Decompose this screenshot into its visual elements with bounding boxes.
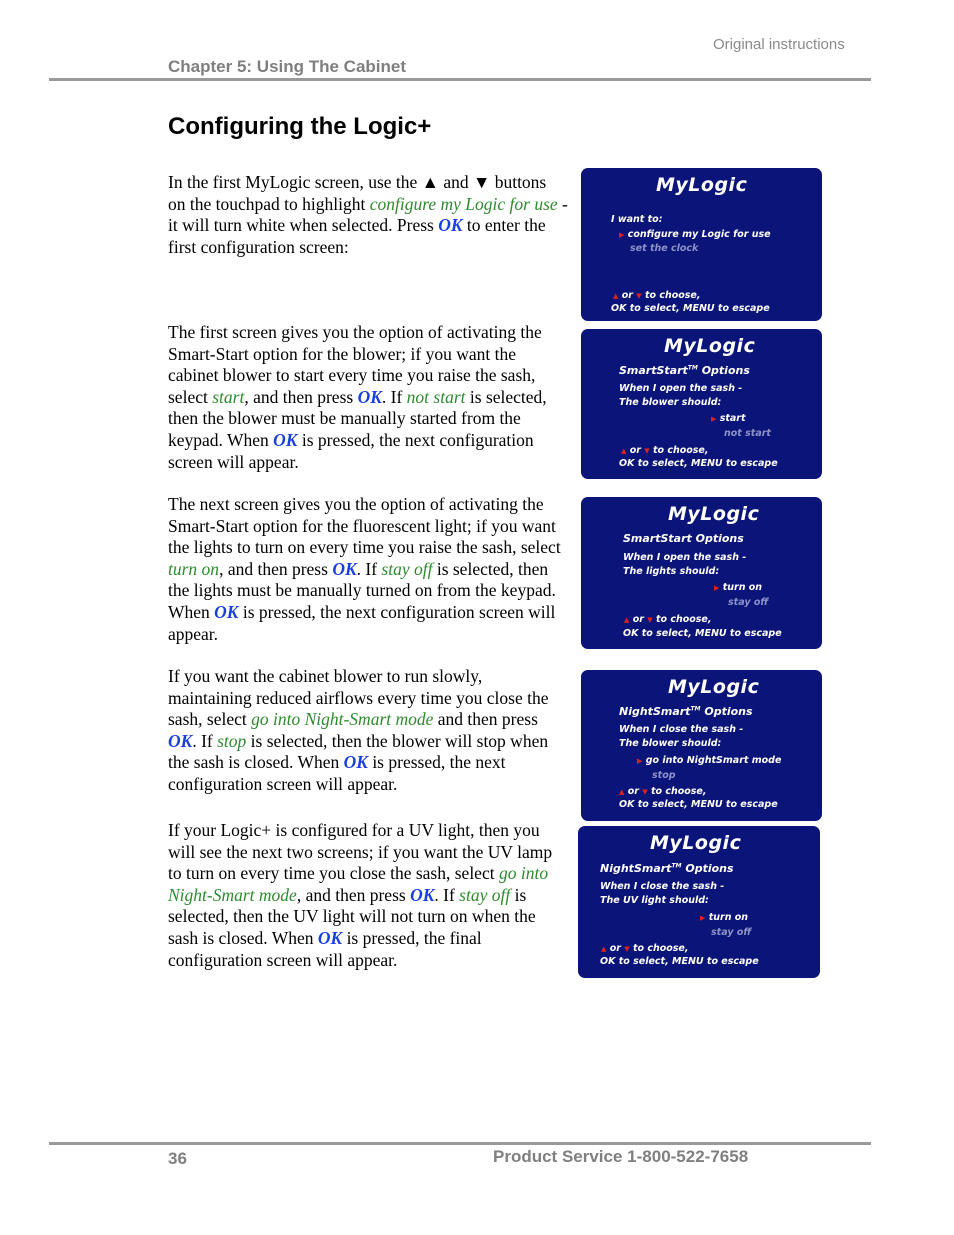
screen-prompt-2: The blower should: xyxy=(619,397,722,408)
pointer-icon: ▶ xyxy=(711,415,717,423)
screen-prompt-2: The UV light should: xyxy=(600,895,709,906)
screen-hint-select: OK to select, MENU to escape xyxy=(600,956,759,967)
page-title: Configuring the Logic+ xyxy=(168,113,432,140)
screen-option-selected: ▶ configure my Logic for use xyxy=(619,229,771,240)
mylogic-screen-smartstart-lights xyxy=(581,497,822,649)
screen-option: not start xyxy=(724,428,771,439)
screen-prompt: I want to: xyxy=(611,214,663,225)
mylogic-screen-nightsmart-uv xyxy=(578,826,820,978)
screen-option: stay off xyxy=(728,597,769,608)
screen-hint-select: OK to select, MENU to escape xyxy=(611,303,770,314)
screen-option-selected: ▶ go into NightSmart mode xyxy=(637,755,782,766)
paragraph-nightsmart-uv: If your Logic+ is configured for a UV light, then you will see the next two screens; if you want the UV lamp to turn on every time you close the sash, select go into Night-Smart mode, and then press OK. If stay off is selected, then the UV light will not turn on when the sash is closed. When OK is pressed, the final configuration screen will appear. xyxy=(168,820,553,970)
screen-hint: ▲ or ▼ to choose, xyxy=(601,943,689,954)
screen-prompt: When I close the sash - xyxy=(619,724,744,735)
screen-subtitle: SmartStart™ Options xyxy=(619,364,750,377)
screen-option: set the clock xyxy=(630,243,699,254)
screen-heading: MyLogic xyxy=(668,503,760,525)
pointer-icon: ▶ xyxy=(714,584,720,592)
screen-hint: ▲ or ▼ to choose, xyxy=(613,290,701,301)
screen-hint-select: OK to select, MENU to escape xyxy=(619,799,778,810)
down-arrow-icon: ▼ xyxy=(642,788,648,796)
mylogic-screen-smartstart-blower xyxy=(581,329,822,479)
down-arrow-icon: ▼ xyxy=(624,945,630,953)
paragraph-nightsmart-blower: If you want the cabinet blower to run slowly, maintaining reduced airflows every time you close the sash, select go into Night-Smart mode and then press OK. If stop is selected, then the blower will stop when the sash is closed. When OK is pressed, the next configuration screen will appear. xyxy=(168,666,549,794)
screen-prompt: When I close the sash - xyxy=(600,881,725,892)
screen-subtitle: NightSmart™ Options xyxy=(600,862,734,875)
down-arrow-icon: ▼ xyxy=(636,292,642,300)
screen-heading: MyLogic xyxy=(668,676,760,698)
mylogic-screen-main-menu xyxy=(581,168,822,321)
screen-hint-select: OK to select, MENU to escape xyxy=(619,458,778,469)
page-number: 36 xyxy=(168,1149,187,1168)
paragraph-smartstart-lights: The next screen gives you the option of activating the Smart-Start option for the fluorescent light; if you want the lights to turn on every time you raise the sash, select turn on, and then press OK. If stay off is selected, then the lights must be manually turned on from the keypad. When OK is pressed, the next configuration screen will appear. xyxy=(168,494,561,644)
header-note: Original instructions xyxy=(713,36,845,53)
screen-option-selected: ▶ turn on xyxy=(714,582,763,593)
down-arrow-icon: ▼ xyxy=(644,447,650,455)
pointer-icon: ▶ xyxy=(637,757,643,765)
screen-option: stay off xyxy=(711,927,752,938)
footer-service-phone: Product Service 1-800-522-7658 xyxy=(493,1147,749,1166)
screen-prompt: When I open the sash - xyxy=(619,383,743,394)
screen-hint-select: OK to select, MENU to escape xyxy=(623,628,782,639)
up-arrow-icon: ▲ xyxy=(621,447,627,455)
screen-subtitle: SmartStart Options xyxy=(623,532,744,545)
screen-heading: MyLogic xyxy=(656,174,748,196)
up-arrow-icon: ▲ xyxy=(619,788,625,796)
up-arrow-icon: ▲ xyxy=(613,292,619,300)
screen-prompt: When I open the sash - xyxy=(623,552,747,563)
up-arrow-icon: ▲ xyxy=(624,616,630,624)
screen-option-selected: ▶ turn on xyxy=(700,912,749,923)
up-arrow-icon: ▲ xyxy=(601,945,607,953)
pointer-icon: ▶ xyxy=(700,914,706,922)
screen-subtitle: NightSmart™ Options xyxy=(619,705,753,718)
screen-prompt-2: The lights should: xyxy=(623,566,720,577)
screen-option-selected: ▶ start xyxy=(711,413,746,424)
screen-heading: MyLogic xyxy=(650,832,742,854)
paragraph-intro: In the first MyLogic screen, use the ▲ and ▼ buttons on the touchpad to highlight configure my Logic for use -it will turn white when selected. Press OK to enter the first configuration screen: xyxy=(168,172,568,257)
footer-rule xyxy=(49,1142,871,1145)
mylogic-screen-nightsmart-blower xyxy=(581,670,822,821)
screen-hint: ▲ or ▼ to choose, xyxy=(621,445,709,456)
down-arrow-icon: ▼ xyxy=(647,616,653,624)
header-rule xyxy=(49,78,871,81)
chapter-title: Chapter 5: Using The Cabinet xyxy=(168,57,407,76)
screen-option: stop xyxy=(652,770,676,781)
screen-prompt-2: The blower should: xyxy=(619,738,722,749)
paragraph-smartstart-blower: The first screen gives you the option of activating the Smart-Start option for the blower; if you want the cabinet blower to start every time you raise the sash, select start, and then press OK. If not start is selected, then the blower must be manually started from the keypad. When OK is pressed, the next configuration screen will appear. xyxy=(168,322,547,472)
screen-hint: ▲ or ▼ to choose, xyxy=(619,786,707,797)
screen-heading: MyLogic xyxy=(664,335,756,357)
screen-hint: ▲ or ▼ to choose, xyxy=(624,614,712,625)
pointer-icon: ▶ xyxy=(619,231,625,239)
